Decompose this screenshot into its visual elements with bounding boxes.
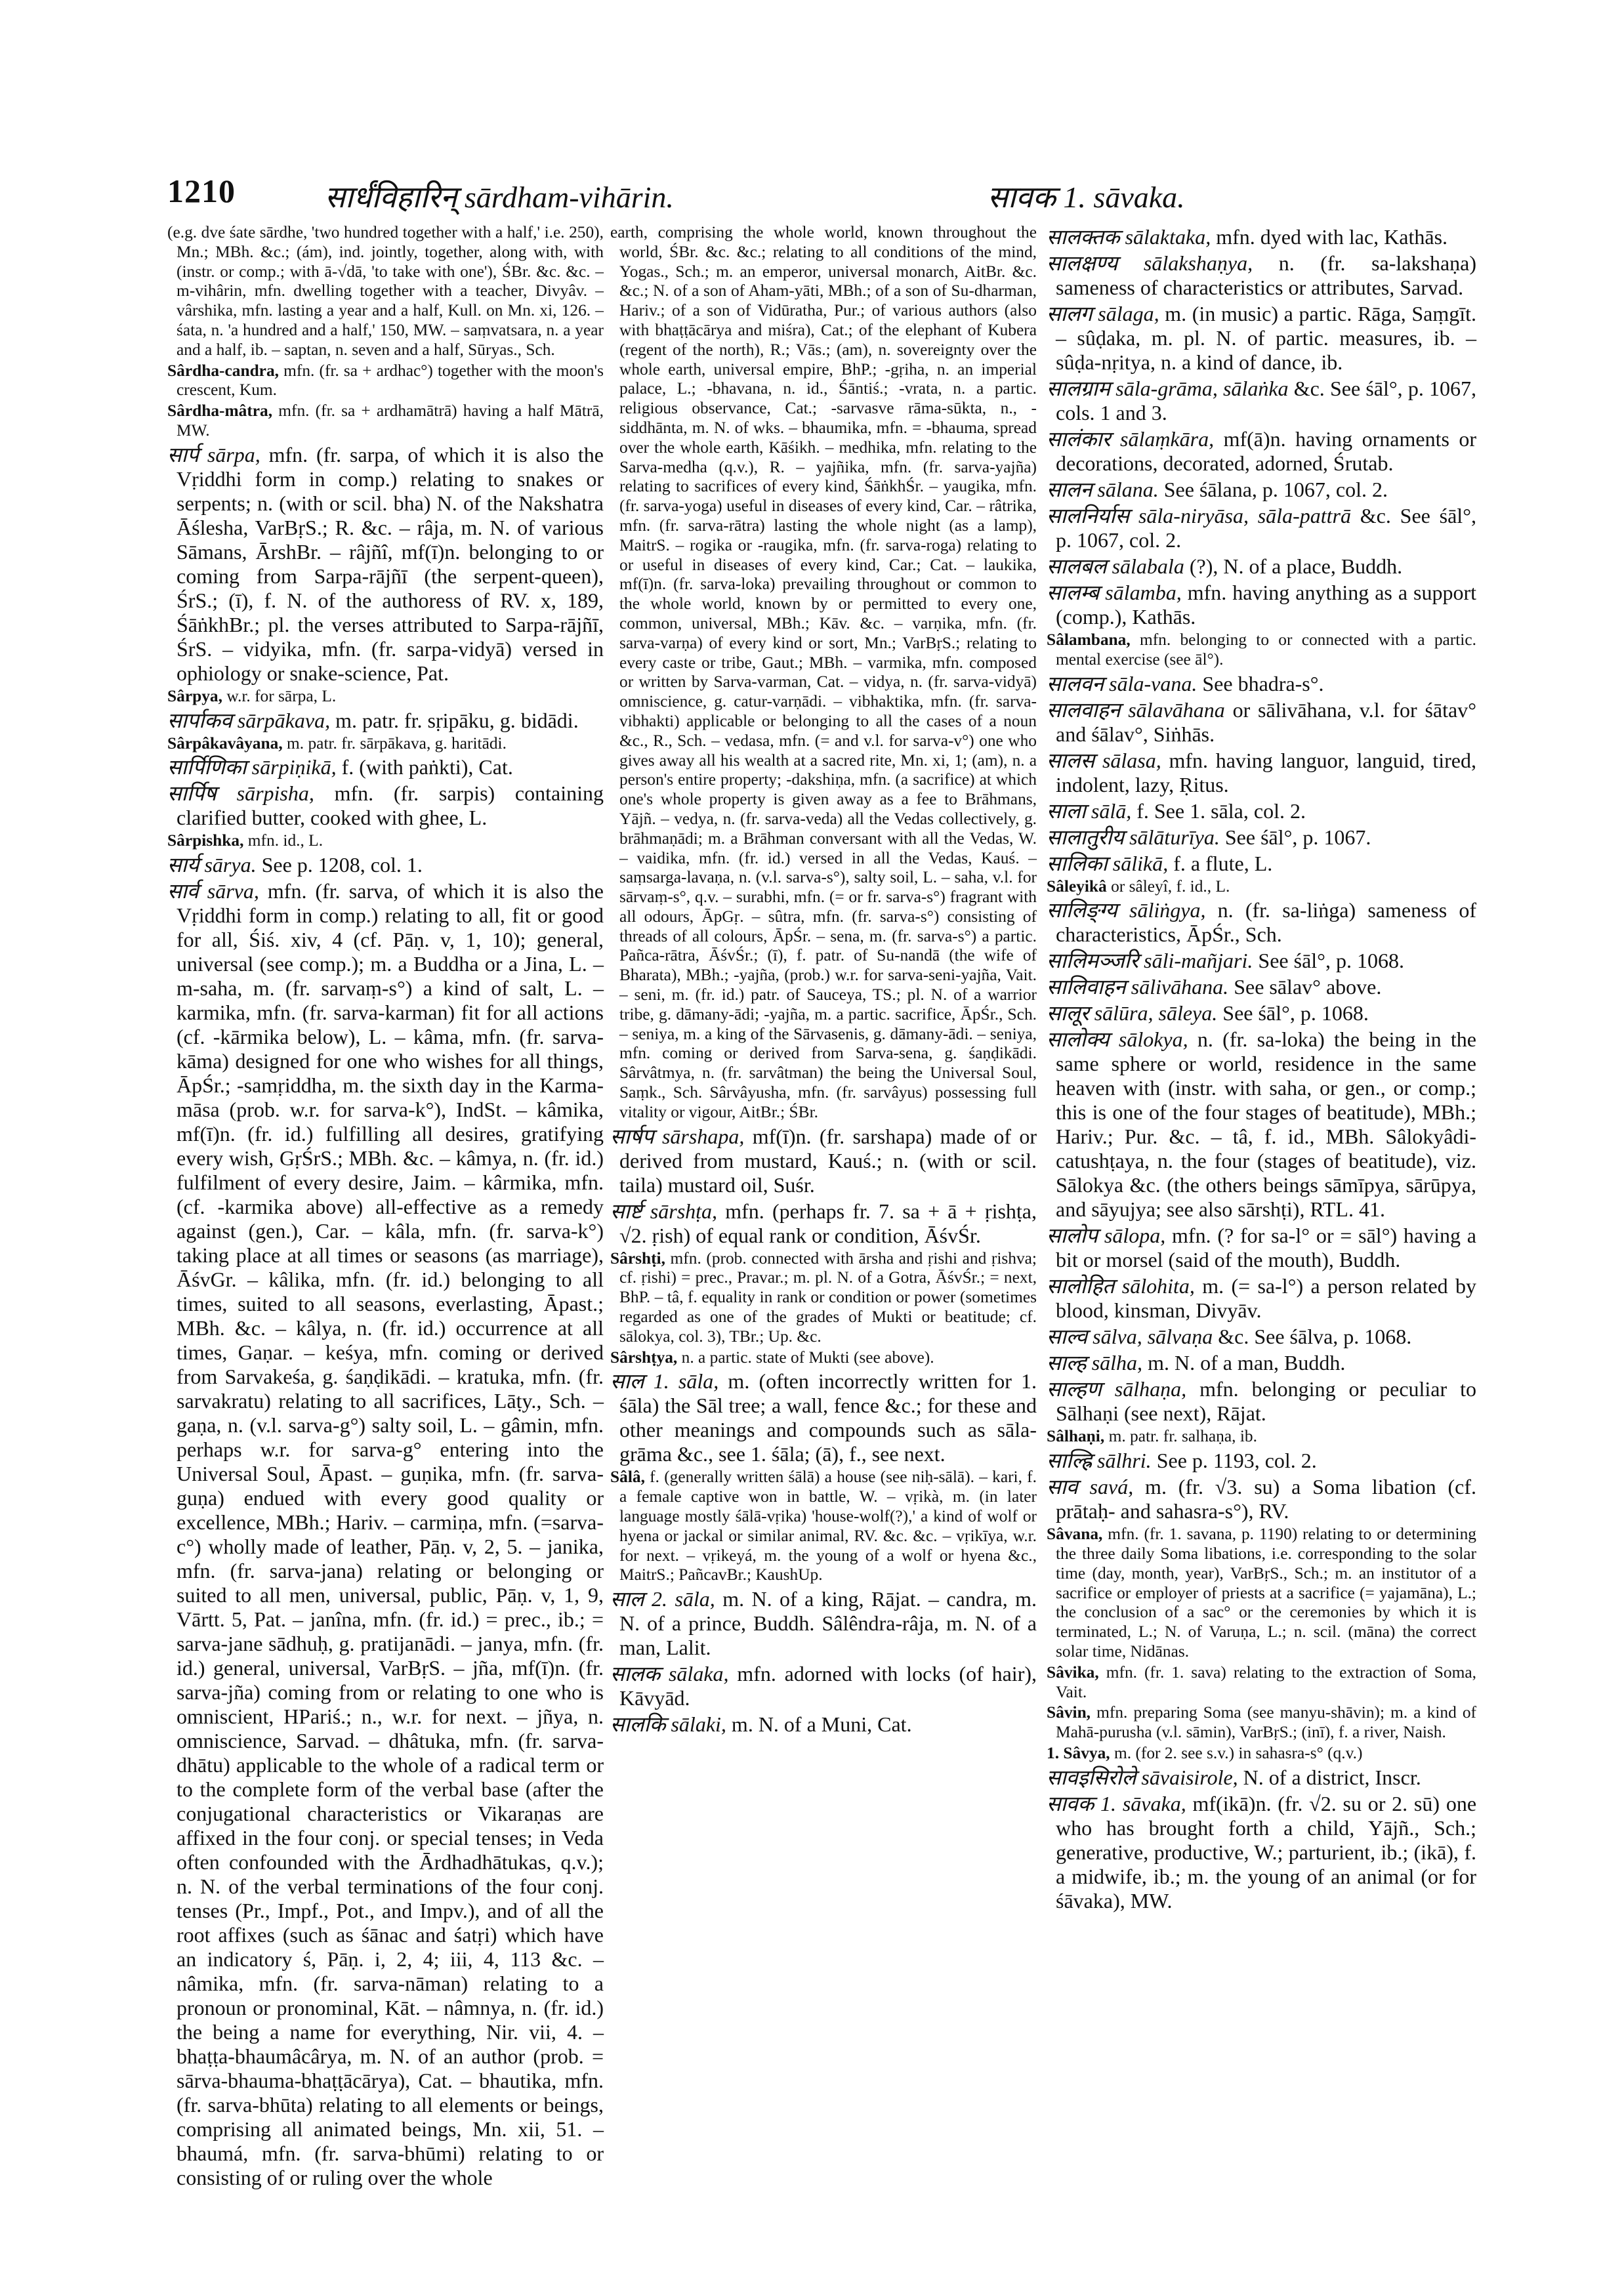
entry-text: &c. See śāl°, p. 1067, col. 2. [1056, 504, 1476, 552]
headword-entry [610, 1369, 1037, 1466]
headword-entry [1047, 554, 1476, 579]
headword: सालनिर्यास sāla-niryāsa, sāla-pattrā [1047, 504, 1351, 527]
headword-entry [1047, 1224, 1476, 1272]
entry-text: w.r. for sārpa, L. [226, 686, 337, 705]
sub-entry [610, 1348, 1037, 1368]
entry-text: mfn. (fr. sarva, of which it is also the Vṛiddhi form in comp.) relating to all, fit or good for all, Śiś. xiv, 4 (cf. Pāṇ. v, 1, 10); general, universal (see comp.); m. a Buddha or a Jina, L. – m-saha, m. (fr. sarvaṃ-s°) a kind of salt, L. – karmika, mfn. (fr. sarva-karman) fit for all actions (cf. -kārmika below), L. – kâma, mfn. (fr. sarva-kāma) designed for one who wishes for all things, ĀpŚr.; -samṛiddha, m. the sixth day in the Karma-māsa (prob. w.r. for sarva-k°), IndSt. – kâmika, mf(ī)n. (fr. id.) fulfilling all desires, gratifying every wish, GṛŚrS.; MBh. &c. – kâmya, n. (fr. id.) fulfilment of every desire, Jaim. – kârmika, mfn. (cf. -karmika above) all-effective as a remedy against (gen.), Car. – kâla, mfn. (fr. sarva-k°) taking place at all times or seasons (as marriage), ĀśvGr. – kâlika, mfn. (fr. id.) belonging to all times, suited to all seasons, everlasting, Āpast.; MBh. &c. – kâlya, n. (fr. id.) occurrence at all times, Gaṇar. – keśya, mfn. coming or derived from Sarvakeśa, g. śaṇḍikādi. – kratuka, mfn. (fr. sarvakratu) relating to all sacrifices, Lāṭy., Sch. – gaṇa, n. (v.l. sarva-g°) salty soil, L. – gâmin, mfn. perhaps w.r. for sarva-g° entering into the Universal Soul, Āpast. – guṇika, mfn. (fr. sarva-guṇa) endued with every good quality or excellence, MBh.; Hariv. – carmiṇa, mfn. (=sarva-c°) wholly made of leather, Pāṇ. v, 2, 5. – janika, mfn. (fr. sarva-jana) relating or belonging or suited to all men, universal, public, Pāṇ. v, 1, 9, Vārtt. 5, Pat. – janîna, mfn. (fr. id.) = prec., ib.; = sarva-jane sādhuḥ, g. pratijanādi. – janya, mfn. (fr. id.) general, universal, VarBṛS. – jña, mf(ī)n. (fr. sarva-jña) coming from or relating to one who is omniscient, HPariś.; n., w.r. for next. – jñya, n. omniscience, Sarvad. – dhâtuka, mfn. (fr. sarva-dhātu) applicable to the whole of a radical term or to the complete form of the verbal base (after the conjugational characteristics or Vikaraṇas are affixed in the four conj. or special tenses; in Veda often confounded with the Ārdhadhātukas, q.v.); n. N. of the verbal terminations of the four conj. tenses (Pr., Impf., Pot., and Impv.), and of all the root affixes (such as śānac and śatṛi) which have an indicatory ś, Pāṇ. i, 2, 4; iii, 4, 113 &c. – nâmika, mfn. (fr. sarva-nāman) relating to a pronoun or pronominal, Kāt. – nâmnya, n. (fr. id.) the being a name for everything, Nir. vii, 4. – bhaṭṭa-bhaumâcârya, m. N. of an author (prob. = sārva-bhauma-bhaṭṭācārya), Cat. – bhautika, mfn. (fr. sarva-bhūta) relating to all elements or beings, comprising all animated beings, Mn. xii, 51. – bhaumá, mfn. (fr. sarva-bhūmi) relating to or consisting of or ruling over the whole [177, 879, 604, 2190]
headword: सालिवाहन sālivāhana. [1047, 975, 1229, 999]
entry-text: m. N. of a Muni, Cat. [731, 1712, 912, 1737]
entry-text: mfn. (fr. sa + ardhamātrā) having a half Mātrā, MW. [177, 402, 604, 440]
entry-text: f. (with paṅkti), Cat. [341, 755, 513, 779]
sub-entry [610, 1249, 1037, 1347]
entry-continuation [167, 223, 604, 360]
entry-text: (e.g. dve śate sārdhe, 'two hundred together with a half,' i.e. 250), Mn.; MBh. &c.; (ám), ind. jointly, together, along with, with (instr. or comp.; with ā-√dā, 'to take with one'), ŚBr. &c. &c. – m-vihârin, mfn. dwelling together with a teacher, Divyâv. – vârshika, mfn. lasting a year and a half, Kull. on Mn. xi, 126. – śata, n. 'a hundred and a half,' 150, MW. – saṃvatsara, n. a year and a half, ib. – saptan, n. seven and a half, Sūryas., Sch. [167, 223, 604, 359]
entry-text: f. a flute, L. [1173, 851, 1273, 875]
headword-entry [1047, 799, 1476, 823]
headword: Sârdha-mâtra, [167, 402, 273, 421]
entry-text: mfn. (fr. sarpis) containing clarified butter, cooked with ghee, L. [177, 781, 604, 830]
running-head-right: सावक 1. sāvaka. [988, 180, 1185, 214]
sub-entry [610, 1468, 1037, 1585]
entry-text: m. N. of a man, Buddh. [1148, 1351, 1346, 1375]
headword-entry [1047, 852, 1476, 876]
entry-text: mfn. belonging or peculiar to Sālhaṇi (see next), Rājat. [1056, 1377, 1477, 1426]
sub-entry [167, 402, 604, 441]
headword: साला sālā, [1047, 798, 1132, 823]
entry-text: mf(ikā)n. (fr. √2. su or 2. sū) one who has brought forth a child, Yājñ., Sch.; generative, productive, W.; parturient, ib.; (ikā), f. a midwife, ib.; m. the young of an animal (or for śāvaka), MW. [1056, 1791, 1477, 1912]
headword-entry [167, 879, 604, 2190]
entry-text: See p. 1193, col. 2. [1156, 1449, 1317, 1473]
headword: सालिङ्ग्य sāliṅgya, [1047, 898, 1206, 922]
headword-entry [1047, 975, 1476, 999]
sub-entry [1047, 631, 1476, 670]
entry-text: or sâleyî, f. id., L. [1111, 877, 1230, 896]
running-head-left: सार्धंविहारिन् sārdham-vihārin. [325, 180, 674, 214]
sub-entry [167, 362, 604, 401]
entry-text: m. (for 2. see s.v.) in sahasra-s° (q.v.) [1114, 1743, 1363, 1762]
entry-text: &c. See śāl°, p. 1067, cols. 1 and 3. [1056, 377, 1477, 424]
headword: सालकि sālaki, [610, 1712, 726, 1737]
sub-entry [1047, 877, 1476, 897]
headword: सालक्तक sālaktaka, [1047, 225, 1211, 249]
headword-entry [1047, 1792, 1476, 1913]
entry-text: mfn. (fr. sarpa, of which it is also the Vṛiddhi form in comp.) relating to snakes or serpents; n. (with or scil. bha) N. of the Nakshatra Āślesha, VarBṛS.; R. &c. – râja, m. N. of various Sāmans, ĀrshBr. – râjñî, mf(ī)n. belonging to or coming from Sarpa-rājñī (the serpent-queen), ŚrS.; (ī), f. N. of the authoress of RV. x, 189, ŚāṅkhBr.; pl. the verses attributed to Sarpa-rājñī, ŚrS. – vidyika, mfn. (fr. sarpa-vidyā) versed in ophiology or snake-science, Pat. [177, 442, 604, 685]
headword-entry [1047, 1449, 1476, 1473]
headword: साल 2. sāla, [610, 1587, 715, 1611]
entry-text: mfn. (fr. sa + ardhac°) together with the moon's crescent, Kum. [177, 361, 604, 400]
headword-entry [610, 1587, 1037, 1660]
headword: सावक 1. sāvaka, [1047, 1791, 1186, 1815]
column-2 [610, 223, 1037, 1737]
headword-entry [610, 1125, 1037, 1197]
headword-entry [167, 709, 604, 733]
headword-entry [1047, 1475, 1476, 1523]
headword: सार्व sārva, [167, 879, 259, 903]
headword: Sâvika, [1047, 1663, 1099, 1682]
entry-text: n. a partic. state of Mukti (see above). [681, 1348, 934, 1367]
entry-text: See śāl°, p. 1068. [1258, 949, 1404, 973]
column-3 [1047, 223, 1476, 1913]
headword: सालातुरीय sālāturīya. [1047, 825, 1220, 849]
entry-text: mfn. having languor, languid, tired, indolent, lazy, Ṛitus. [1056, 748, 1476, 796]
headword: Sâleyikâ [1047, 877, 1107, 896]
headword-entry [1047, 698, 1476, 747]
headword: सालबल sālabala [1047, 554, 1184, 578]
headword: Sârpâkavâyana, [167, 734, 283, 753]
headword: Sârshṭi, [610, 1249, 665, 1268]
headword: सालवन sāla-vana. [1047, 671, 1197, 695]
headword: सार्पिष sārpisha, [167, 781, 314, 806]
entry-text: mfn. adorned with locks (of hair), Kāvyād. [619, 1662, 1037, 1710]
headword-entry [1047, 1377, 1476, 1426]
entry-continuation [610, 223, 1037, 1123]
headword-entry [1047, 377, 1476, 425]
sub-entry [1047, 1525, 1476, 1662]
headword: साव savá, [1047, 1475, 1134, 1499]
page-number: 1210 [167, 173, 236, 209]
entry-text: n. (fr. sa-liṅga) sameness of characteristics, ĀpŚr., Sch. [1056, 898, 1477, 947]
headword: सार्प sārpa, [167, 442, 260, 466]
headword-entry [167, 443, 604, 686]
entry-text: m. (often incorrectly written for 1. śāla) the Sāl tree; a wall, fence &c.; for these and other meanings and compounds such as sāla-grāma &c., see 1. śāla; (ā), f., see next. [619, 1369, 1037, 1466]
headword: सार्पाकव sārpākava, [167, 708, 331, 732]
headword: सालन sālana. [1047, 478, 1159, 501]
headword-entry [1047, 302, 1476, 375]
entry-text: mfn. belonging to or connected with a partic. mental exercise (see āl°). [1056, 631, 1476, 669]
entry-text: See śālana, p. 1067, col. 2. [1163, 478, 1388, 501]
entry-text: mf(ā)n. having ornaments or decorations, decorated, adorned, Śrutab. [1056, 427, 1477, 475]
headword: Sâvin, [1047, 1703, 1091, 1722]
headword-entry [1047, 581, 1476, 629]
headword-entry [1047, 1766, 1476, 1790]
headword-entry [1047, 1351, 1476, 1375]
entry-text: See sālav° above. [1234, 975, 1382, 999]
entry-text: m. patr. fr. sṛipāku, g. bidādi. [335, 708, 579, 732]
entry-text: (?), N. of a place, Buddh. [1189, 554, 1403, 578]
entry-text: &c. See śālva, p. 1068. [1218, 1325, 1412, 1349]
headword-entry [1047, 478, 1476, 502]
headword: सालक्षण्य sālakshaṇya, [1047, 251, 1253, 275]
headword-entry [1047, 1274, 1476, 1323]
headword-entry [167, 755, 604, 779]
headword: Sârpishka, [167, 831, 244, 850]
headword: सालस sālasa, [1047, 748, 1161, 772]
headword: सार्य sārya. [167, 853, 257, 877]
column-1 [167, 223, 604, 2190]
entry-text: f. (generally written śālā) a house (see niḥ-sālā). – kari, f. a female captive won in battle, W. – vṛikà, m. (in later language mostly śālā-vṛika) 'house-wolf(?),' a kind of wolf or hyena or jackal or similar animal, RV. &c. &c. – vṛikīya, w.r. for next. – vṛikeyá, m. the young of a wolf or hyena &c., MaitrS.; PañcavBr.; KaushUp. [619, 1468, 1037, 1584]
entry-text: mfn. (? for sa-l° or = sāl°) having a bit or morsel (said of the mouth), Buddh. [1056, 1224, 1477, 1272]
headword-entry [1047, 749, 1476, 797]
entry-text: mfn. (fr. 1. sava) relating to the extraction of Soma, Vait. [1056, 1663, 1476, 1701]
entry-text: See śāl°, p. 1067. [1224, 825, 1371, 849]
headword-entry [1047, 1001, 1476, 1025]
entry-text: or sālivāhana, v.l. for śātav° and śālav°, Siṅhās. [1056, 697, 1477, 746]
headword-entry [610, 1662, 1037, 1710]
entry-text: earth, comprising the whole world, known throughout the world, ŚBr. &c. &c.; relating to all conditions of the mind, Yogas., Sch.; m. an emperor, universal monarch, AitBr. &c. &c.; N. of a son of Aham-yāti, MBh.; of a son of Su-dharman, Hariv.; of a son of Vidūratha, Pur.; of various authors (also with bhaṭṭācārya and miśra), Cat.; of the elephant of Kubera (regent of the north), R.; Vās.; (am), n. sovereignty over the whole earth, universal empire, BhP.; -gṛiha, n. an imperial palace, L.; -bhavana, n. id., Śāntiś.; -vrata, n. a partic. religious observance, Cat.; -sarvasve rāma-sūkta, n., -siddhānta, m. N. of wks. – bhaumika, mfn. = -bhauma, spread over the whole earth, Kāśikh. – medhika, mfn. relating to the Sarva-medha (q.v.), R. – yajñika, mfn. (fr. sarva-yajña) relating to sacrifices of every kind, ŚāṅkhŚr. – yaugika, mfn. (fr. sarva-yoga) useful in diseases of every kind, Car. – râtrika, mfn. (fr. sarva-rātra) lasting the whole night (as a lamp), MaitrS. – rogika or -raugika, mfn. (fr. sarva-roga) relating to or useful in diseases of every kind, Car.; Cat. – laukika, mf(ī)n. (fr. sarva-loka) prevailing throughout or common to the whole world, known by or permitted to every one, common, universal, MBh.; Kāv. &c. – varṇika, mfn. (fr. sarva-varṇa) of every kind or sort, Mn.; VarBṛS.; relating to every caste or tribe, Gaut.; MBh. – varmika, mfn. composed or written by Sarva-varman, Cat. – vidya, n. (fr. sarva-vidyā) omniscience, g. catur-varṇādi. – vibhaktika, mfn. (fr. sarva-vibhakti) applicable or belonging to all the cases of a noun &c., R., Sch. – vedasa, mfn. (= and v.l. for sarva-v°) one who gives away all his wealth at a sacred rite, Mn. xi, 1; (am), n. a person's entire property; -dakshiṇa, mfn. (a sacrifice) at which one's whole property is given away as a fee to Brāhmans, Yājñ. – vedya, n. (fr. sarva-veda) all the Vedas collectively, g. brāhmaṇādi; m. a Brāhman conversant with all the Vedas, W. – vaidika, mfn. (fr. id.) versed in all the Vedas, Kauś. – saṃsarga-lavaṇa, n. (v.l. sarva-s°), salty soil, L. – saha, v.l. for sārvaṃ-s°, q.v. – surabhi, mfn. (= or fr. sarva-s°) fragrant with all odours, ĀpGṛ. – sûtra, mfn. (fr. sarva-s°) consisting of threads of all colours, ĀpŚr. – sena, m. (fr. sarva-s°) a partic. Pañca-rātra, ĀśvŚr.; (ī), f. patr. of Su-nandā (the wife of Bharata), MBh.; -yajña, (prob.) w.r. for sarva-seni-yajña, Vait. – seni, m. (fr. id.) patr. of Sauceya, TS.; pl. N. of a warrior tribe, g. dāmany-ādi; -yajña, m. a partic. sacrifice, ĀpŚr., Sch. – seniya, m. a king of the Sārvasenis, g. dāmany-ādi. – seniya, mfn. coming or derived from Sarva-sena, g. śaṇḍikādi. Sârvâtmya, n. (fr. sarvâtman) the being the Universal Soul, Saṃk., Sch. Sârvâyusha, mfn. (fr. sarvâyus) possessing full vitality or vigour, AitBr.; ŚBr. [610, 223, 1037, 1121]
entry-text: mfn. (prob. connected with ārsha and ṛishi and ṛishva; cf. ṛishi) = prec., Pravar.; m. pl. N. of a Gotra, ĀśvŚr.; = next, BhP. – tâ, f. equality in rank or condition or power (sometimes regarded as one of the grades of Mukti or beatitude; cf. sālokya, col. 3), TBr.; Up. &c. [619, 1249, 1037, 1346]
headword: सालिमञ्जरि sāli-mañjari. [1047, 949, 1253, 973]
entry-text: m. (= sa-l°) a person related by blood, kinsman, Divyāv. [1056, 1274, 1476, 1323]
entry-text: n. (fr. sa-loka) the being in the same sphere or world, residence in the same heaven with (instr. with saha, or gen., or comp.; this is one of the four stages of beatitude), MBh.; Hariv.; Pur. &c. – tâ, f. id., MBh. Sâlokyâdi-catushṭaya, n. the four (stages of beatitude), viz. Sālokya &c. (the others beings sāmīpya, sārūpya, and sāyujya; see also sārshṭi), RTL. 41. [1056, 1027, 1477, 1222]
headword: Sârdha-candra, [167, 361, 279, 380]
headword-entry [610, 1199, 1037, 1248]
headword-entry [1047, 1027, 1476, 1222]
headword: सालोहित sālohita, [1047, 1274, 1195, 1298]
sub-entry [167, 831, 604, 851]
headword-entry [1047, 898, 1476, 947]
headword: सालोक्य sālokya, [1047, 1027, 1188, 1052]
entry-text: m. patr. fr. sārpākava, g. haritādi. [287, 734, 507, 753]
headword-entry [1047, 825, 1476, 850]
headword-entry [610, 1712, 1037, 1737]
headword: सालक sālaka, [610, 1662, 729, 1686]
entry-text: m. (fr. √3. su) a Soma libation (cf. prātaḥ- and sahasra-s°), RV. [1056, 1475, 1477, 1523]
headword: 1. Sâvya, [1047, 1743, 1110, 1762]
headword: Sâvana, [1047, 1525, 1103, 1544]
headword: साल 1. sāla, [610, 1369, 719, 1394]
headword: सालग sālaga, [1047, 302, 1159, 325]
entry-text: m. patr. fr. salhaṇa, ib. [1108, 1427, 1257, 1446]
entry-text: f. See 1. sāla, col. 2. [1136, 798, 1306, 823]
page-header [167, 172, 1463, 224]
entry-text: mfn. having anything as a support (comp.), Kathās. [1056, 581, 1477, 629]
headword: साल्ह्रि sālhri. [1047, 1449, 1152, 1473]
headword: सालिका sālikā, [1047, 851, 1169, 875]
entry-text: mf(ī)n. (fr. sarshapa) made of or derived from mustard, Kauś.; n. (with or scil. taila) mustard oil, Suśr. [619, 1124, 1037, 1197]
headword-entry [167, 781, 604, 830]
headword: सावइसिरोले sāvaisirole, [1047, 1765, 1238, 1789]
headword: सार्पिणिका sārpiṇikā, [167, 755, 337, 779]
headword: सार्षप sārshapa, [610, 1124, 745, 1148]
entry-text: m. (in music) a partic. Rāga, Saṃgīt. – sûḍaka, m. pl. N. of partic. measures, ib. – sûḍa-nṛitya, n. a kind of dance, ib. [1056, 302, 1477, 374]
headword: Sâlambana, [1047, 631, 1131, 649]
headword: साल्व sālva, sālvaṇa [1047, 1325, 1213, 1349]
entry-text: See p. 1208, col. 1. [261, 853, 423, 877]
headword: Sâlhaṇi, [1047, 1427, 1105, 1446]
entry-text: mfn. (perhaps fr. 7. sa + ā + ṛishṭa, √2. ṛish) of equal rank or condition, ĀśvŚr. [619, 1199, 1037, 1247]
headword-entry [1047, 1325, 1476, 1349]
headword: सालवाहन sālavāhana [1047, 697, 1225, 722]
entry-text: m. N. of a king, Rājat. – candra, m. N. of a prince, Buddh. Sâlêndra-râja, m. N. of a man, Lalit. [619, 1587, 1037, 1660]
headword: सालंकार sālaṃkāra, [1047, 427, 1215, 451]
headword: सालूर sālūra, sāleya. [1047, 1001, 1218, 1025]
sub-entry [1047, 1663, 1476, 1703]
headword-entry [1047, 251, 1476, 300]
sub-entry [167, 734, 604, 754]
headword: Sârpya, [167, 686, 222, 705]
sub-entry [167, 687, 604, 707]
headword-entry [1047, 225, 1476, 249]
entry-text: mfn. dyed with lac, Kathās. [1216, 225, 1448, 249]
entry-text: See bhadra-s°. [1202, 671, 1324, 695]
sub-entry [1047, 1427, 1476, 1447]
headword: साल्ह sālha, [1047, 1351, 1143, 1375]
entry-text: mfn. id., L. [247, 831, 323, 850]
entry-text: N. of a district, Inscr. [1243, 1765, 1421, 1789]
headword: सालम्ब sālamba, [1047, 581, 1182, 604]
entry-text: n. (fr. sa-lakshaṇa) sameness of characteristics or attributes, Sarvad. [1056, 251, 1476, 299]
entry-text: See śāl°, p. 1068. [1222, 1001, 1369, 1025]
entry-text: mfn. preparing Soma (see manyu-shāvin); m. a kind of Mahā-purusha (v.l. sāmin), VarBṛS.; (inī), f. a river, Naish. [1056, 1703, 1476, 1742]
headword-entry [1047, 672, 1476, 696]
headword-entry [167, 853, 604, 877]
headword: Sârshṭya, [610, 1348, 678, 1367]
sub-entry [1047, 1744, 1476, 1764]
headword: सालग्राम sāla-grāma, sālaṅka [1047, 377, 1289, 400]
headword: साल्हण sālhaṇa, [1047, 1377, 1187, 1401]
headword: सालोप sālopa, [1047, 1224, 1166, 1248]
sub-entry [1047, 1703, 1476, 1743]
headword-entry [1047, 427, 1476, 476]
entry-text: mfn. (fr. 1. savana, p. 1190) relating to or determining the three daily Soma libations, i.e. corresponding to the solar time (day, month, year), VarBṛS., Sch.; m. an institutor of a sacrifice or employer of priests at a sacrifice (= yajamāna), L.; the conclusion of a sac° or the ceremonies by which it is terminated, L.; N. of Varuṇa, L.; n. scil. (māna) the correct solar time, Nidānas. [1056, 1525, 1476, 1661]
headword: सार्ष्ट sārshṭa, [610, 1199, 718, 1223]
headword-entry [1047, 949, 1476, 973]
headword-entry [1047, 504, 1476, 552]
headword: Sâlâ, [610, 1468, 645, 1487]
